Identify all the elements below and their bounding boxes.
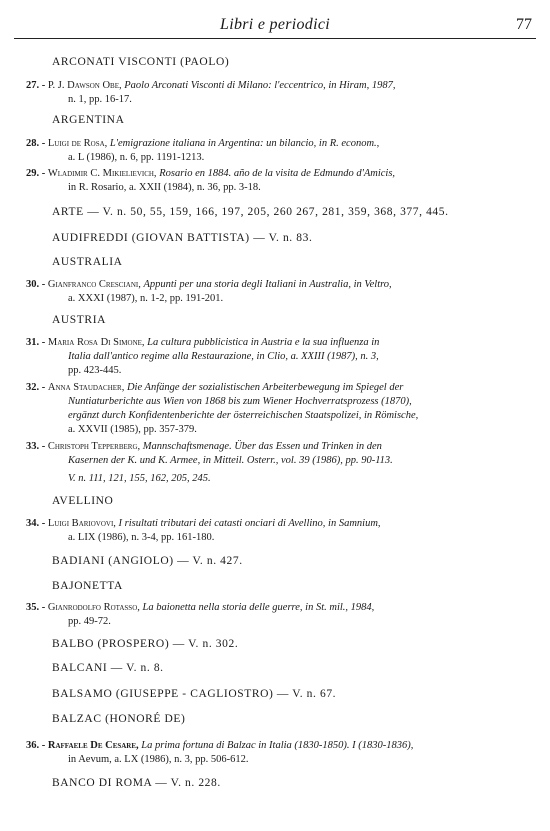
section-heading-cross-reference: BALSAMO (GIUSEPPE - CAGLIOSTRO) — V. n. 67. [52, 688, 337, 700]
entry-33-cross-reference: V. n. 111, 121, 155, 162, 205, 245. [68, 473, 211, 484]
running-header-title: Libri e periodici [220, 16, 330, 33]
entry-number: 29. - [26, 168, 46, 179]
entry-title: La prima fortuna di Balzac in Italia (1830-1850). I (1830-1836), [141, 740, 414, 751]
entry-27-line-2: n. 1, pp. 16-17. [68, 94, 132, 105]
entry-34-line-2: a. LIX (1986), n. 3-4, pp. 161-180. [68, 532, 215, 543]
section-heading: AUSTRIA [52, 314, 107, 326]
entry-32-line-3: ergänzt durch Konfidentenberichte der österreichischen Staatspolizei, in Römische, [68, 410, 419, 421]
entry-number: 28. - [26, 138, 46, 149]
entry-35-line-1 [26, 601, 374, 614]
entry-28-line-1 [26, 137, 379, 150]
entry-title: L'emigrazione italiana in Argentina: un bilancio, in R. econom., [109, 138, 380, 149]
entry-title: Appunti per una storia degli Italiani in Australia, in Veltro, [143, 279, 392, 290]
section-heading-cross-reference: AUDIFREDDI (GIOVAN BATTISTA) — V. n. 83. [52, 232, 313, 244]
entry-30-line-2: a. XXXI (1987), n. 1-2, pp. 191-201. [68, 293, 224, 304]
section-heading: AVELLINO [52, 495, 114, 507]
section-heading-cross-reference: BALCANI — V. n. 8. [52, 662, 164, 674]
entry-31-line-2: Italia dall'antico regime alla Restaurazione, in Clio, a. XXIII (1987), n. 3, [68, 351, 379, 362]
section-heading: ARCONATI VISCONTI (PAOLO) [52, 56, 230, 68]
entry-title: La cultura pubblicistica in Austria e la sua influenza in [147, 337, 380, 348]
entry-title: I risultati tributari dei catasti onciari di Avellino, in Samnium, [118, 518, 381, 529]
section-heading: BALZAC (HONORÉ DE) [52, 713, 186, 725]
section-heading-cross-reference: BANCO DI ROMA — V. n. 228. [52, 777, 221, 789]
entry-36-line-1 [26, 739, 413, 752]
entry-author: Raffaele De Cesare, [47, 740, 139, 751]
section-heading-cross-reference: BADIANI (ANGIOLO) — V. n. 427. [52, 555, 243, 567]
entry-28-line-2: a. L (1986), n. 6, pp. 1191-1213. [68, 152, 205, 163]
entry-29-line-2: in R. Rosario, a. XXII (1984), n. 36, pp. 3-18. [68, 182, 261, 193]
entry-34-line-1 [26, 517, 381, 530]
section-heading: ARGENTINA [52, 114, 125, 126]
entry-30-line-1 [26, 278, 392, 291]
entry-number: 32. - [26, 382, 46, 393]
section-heading-cross-reference: ARTE — V. n. 50, 55, 159, 166, 197, 205, 260 267, 281, 359, 368, 377, 445. [52, 206, 449, 218]
entry-number: 35. - [26, 602, 46, 613]
entry-author: Anna Staudacher, [47, 382, 125, 393]
entry-number: 34. - [26, 518, 46, 529]
page-number: 77 [516, 16, 532, 33]
entry-title: Die Anfänge der sozialistischen Arbeiterbewegung im Spiegel der [126, 382, 404, 393]
entry-33-line-1 [26, 440, 382, 453]
entry-35-line-2: pp. 49-72. [68, 616, 111, 627]
entry-author: Gianfranco Cresciani, [47, 279, 141, 290]
entry-number: 31. - [26, 337, 46, 348]
entry-31-line-1 [26, 336, 379, 349]
section-heading-cross-reference: BALBO (PROSPERO) — V. n. 302. [52, 638, 239, 650]
entry-32-line-4: a. XXVII (1985), pp. 357-379. [68, 424, 197, 435]
entry-number: 27. - [26, 80, 46, 91]
entry-title: Mannschaftsmenage. Über das Essen und Trinken in den [142, 441, 382, 452]
entry-number: 33. - [26, 441, 46, 452]
entry-author: Luigi Bariovovi, [47, 518, 116, 529]
entry-32-line-1 [26, 381, 403, 394]
entry-number: 36. - [26, 740, 46, 751]
header-rule [14, 38, 536, 39]
entry-27-line-1 [26, 79, 395, 92]
entry-author: Christoph Tepperberg, [47, 441, 141, 452]
section-heading: BAJONETTA [52, 580, 123, 592]
entry-title: La baionetta nella storia delle guerre, in St. mil., 1984, [142, 602, 375, 613]
entry-36-line-2: in Aevum, a. LX (1986), n. 3, pp. 506-612. [68, 754, 249, 765]
entry-number: 30. - [26, 279, 46, 290]
entry-29-line-1 [26, 167, 395, 180]
entry-author: Maria Rosa Di Simone, [47, 337, 145, 348]
entry-31-line-3: pp. 423-445. [68, 365, 122, 376]
entry-author: P. J. Dawson Obe, [47, 80, 122, 91]
entry-author: Gianrodolfo Rotasso, [47, 602, 140, 613]
entry-33-line-2: Kasernen der K. und K. Armee, in Mitteil. Osterr., vol. 39 (1986), pp. 90-113. [68, 455, 393, 466]
entry-author: Luigi de Rosa, [47, 138, 108, 149]
entry-32-line-2: Nuntiaturberichte aus Wien von 1868 bis zum Wiener Hochverratsprozess (1870), [68, 396, 412, 407]
section-heading: AUSTRALIA [52, 256, 123, 268]
entry-title: Rosario en 1884. año de la visita de Edmundo d'Amicis, [159, 168, 396, 179]
entry-title: Paolo Arconati Visconti di Milano: l'eccentrico, in Hiram, 1987, [124, 80, 396, 91]
entry-author: Wladimir C. Mikielievich, [47, 168, 157, 179]
